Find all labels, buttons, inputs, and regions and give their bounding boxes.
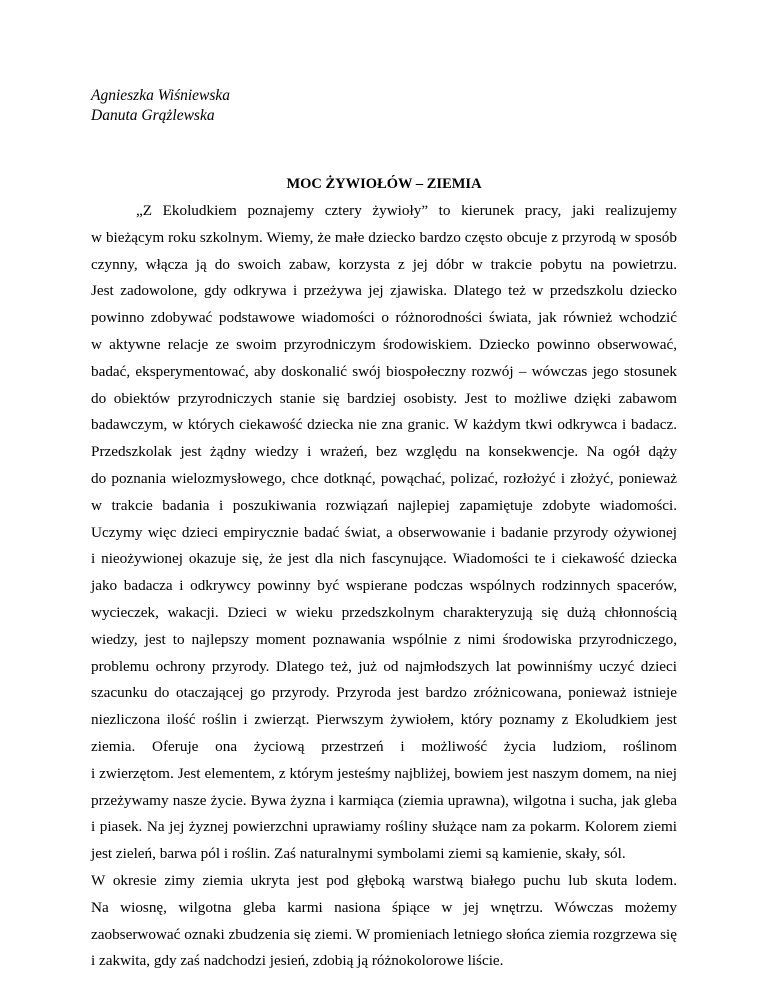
document-title: MOC ŻYWIOŁÓW – ZIEMIA — [286, 176, 482, 192]
paragraph-line: w aktywne relacje ze swoim przyrodniczym środowiskiem. Dziecko powinno obserwować, — [91, 335, 677, 353]
paragraph-line: jest zieleń, barwa pól i roślin. Zaś naturalnymi symbolami ziemi są kamienie, skały, sól. — [91, 845, 626, 863]
paragraph-line: badawczym, w których ciekawość dziecka nie zna granic. W każdym tkwi odkrywca i badacz. — [91, 416, 677, 434]
paragraph-line: i zwierzętom. Jest elementem, z którym jesteśmy najbliżej, bowiem jest naszym domem, na niej — [91, 764, 677, 782]
paragraph-line: w bieżącym roku szkolnym. Wiemy, że małe dziecko bardzo często obcuje z przyrodą w sposób — [91, 228, 677, 246]
paragraph-line: szacunku do otaczającej go przyrody. Przyroda jest bardzo zróżnicowana, ponieważ istnieje — [91, 684, 677, 702]
paragraph-line: Na wiosnę, wilgotna gleba karmi nasiona śpiące w jej wnętrzu. Wówczas możemy — [91, 898, 677, 916]
paragraph-line: jako badacza i odkrywcy powinny być wspierane podczas wspólnych rodzinnych spacerów, — [91, 577, 677, 595]
paragraph-line: do poznania wielozmysłowego, chce dotknąć, powąchać, polizać, rozłożyć i złożyć, ponieważ — [91, 469, 677, 487]
paragraph-line: Przedszkolak jest żądny wiedzy i wrażeń, bez względu na konsekwencje. Na ogół dąży — [91, 443, 677, 461]
paragraph-line: do obiektów przyrodniczych stanie się bardziej osobisty. Jest to możliwe dzięki zabawom — [91, 389, 677, 407]
paragraph-line: przeżywamy nasze życie. Bywa żyzna i karmiąca (ziemia uprawna), wilgotna i sucha, jak gleba — [91, 791, 677, 809]
paragraph-line: badać, eksperymentować, aby doskonalić swój biospołeczny rozwój – wówczas jego stosunek — [91, 362, 677, 380]
paragraph-line: „Z Ekoludkiem poznajemy cztery żywioły” to kierunek pracy, jaki realizujemy — [136, 202, 677, 219]
authors-block — [91, 86, 230, 126]
paragraph-line: wiedzy, jest to najlepszy moment poznawania wspólnie z nimi środowiska przyrodniczego, — [91, 630, 677, 648]
paragraph-line: i nieożywionej okazuje się, że jest dla nich fascynujące. Wiadomości te i ciekawość dziecka — [91, 550, 677, 568]
paragraph-line: powinno zdobywać podstawowe wiadomości o różnorodności świata, jak również wchodzić — [91, 309, 677, 327]
paragraph-line: i zakwita, gdy zaś nadchodzi jesień, zdobią ją różnokolorowe liście. — [91, 952, 504, 970]
paragraph-line: zaobserwować oznaki zbudzenia się ziemi. W promieniach letniego słońca ziemia rozgrzewa się — [91, 925, 677, 943]
paragraph-line: Uczymy więc dzieci empirycznie badać świat, a obserwowanie i badanie przyrody ożywionej — [91, 523, 677, 541]
paragraph-line: W okresie zimy ziemia ukryta jest pod głęboką warstwą białego puchu lub skuta lodem. — [91, 871, 677, 889]
paragraph-line: i piasek. Na jej żyznej powierzchni uprawiamy rośliny służące nam za pokarm. Kolorem ziemi — [91, 818, 677, 836]
paragraph-line: czynny, włącza ją do swoich zabaw, korzysta z jej dóbr w trakcie pobytu na powietrzu. — [91, 255, 677, 273]
paragraph-line: w trakcie badania i poszukiwania rozwiązań najlepiej zapamiętuje zdobyte wiadomości. — [91, 496, 677, 514]
body-text — [91, 198, 677, 975]
paragraph-line: niezliczona ilość roślin i zwierząt. Pierwszym żywiołem, który poznamy z Ekoludkiem jest — [91, 711, 677, 729]
paragraph-line: wycieczek, wakacji. Dzieci w wieku przedszkolnym charakteryzują się dużą chłonnością — [91, 603, 677, 621]
paragraph-line: ziemia. Oferuje ona życiową przestrzeń i możliwość życia ludziom, roślinom — [91, 737, 677, 755]
paragraph-line: problemu ochrony przyrody. Dlatego też, już od najmłodszych lat powinniśmy uczyć dzieci — [91, 657, 677, 675]
author-name: Danuta Grążlewska — [91, 107, 215, 124]
author-name: Agnieszka Wiśniewska — [91, 87, 231, 104]
paragraph-line: Jest zadowolone, gdy odkrywa i przeżywa jej zjawiska. Dlatego też w przedszkolu dziecko — [91, 282, 677, 300]
